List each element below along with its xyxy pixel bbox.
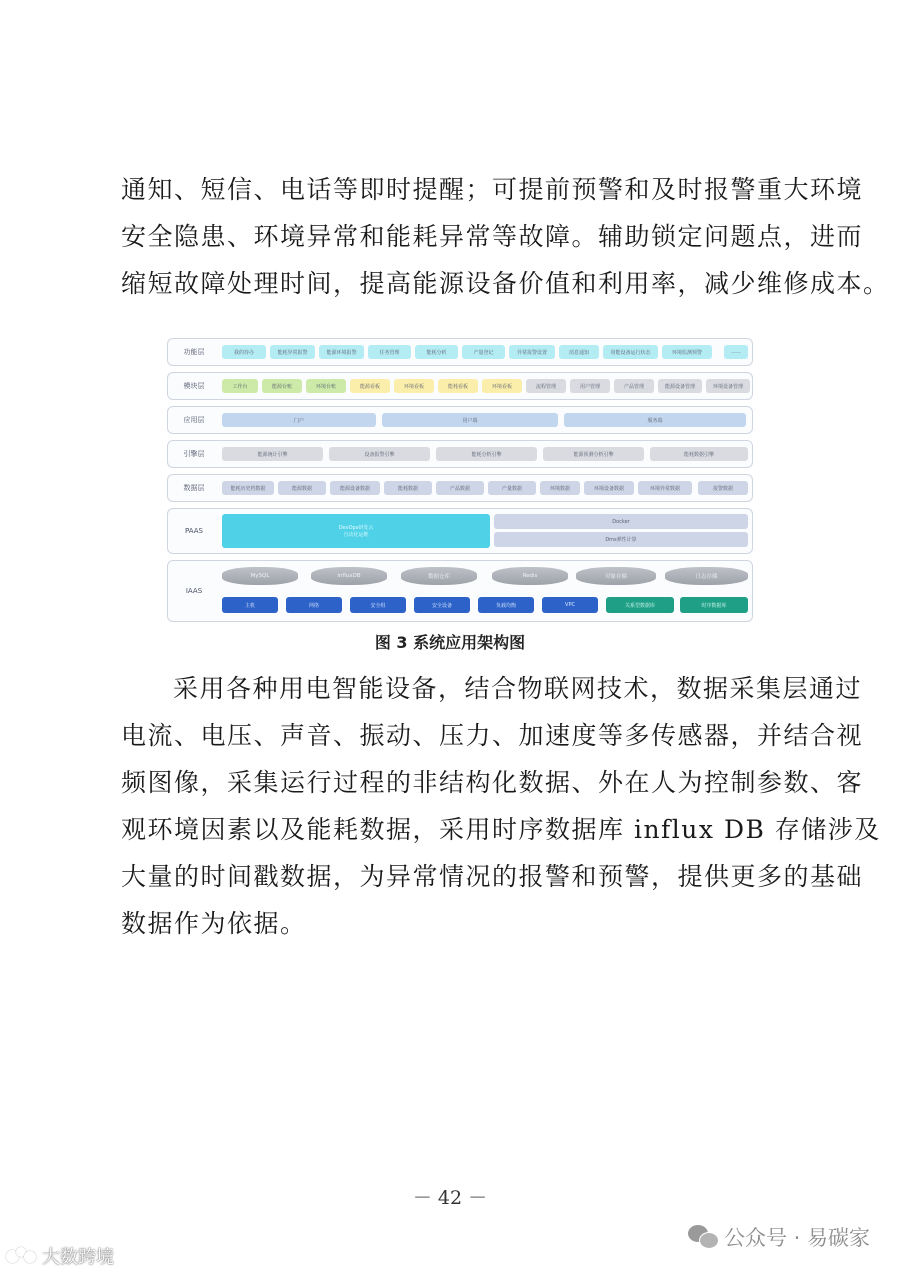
layer-label: 数据层 — [183, 484, 205, 492]
diagram-chip: 负载均衡 — [478, 597, 534, 613]
diagram-chip: Docker — [494, 514, 748, 529]
layer-label: 应用层 — [183, 416, 205, 424]
diagram-chip: 产量登记 — [462, 345, 505, 359]
diagram-chip: 设备报警引擎 — [329, 447, 430, 461]
diagram-chip: ...... — [724, 345, 748, 359]
diagram-chip: 环境监测预警 — [662, 345, 712, 359]
layer-paas — [167, 508, 753, 554]
layer-label: IAAS — [185, 587, 203, 595]
diagram-chip: 主机 — [222, 597, 278, 613]
diagram-chip: 能源台账 — [262, 379, 302, 393]
diagram-chip: 时序数据库 — [680, 597, 748, 613]
diagram-chip: 能耗分析 — [415, 345, 458, 359]
diagram-chip: 能源设备数据 — [330, 481, 380, 495]
diagram-chip: 能耗数据引擎 — [650, 447, 748, 461]
wechat-watermark — [688, 1222, 870, 1252]
diagram-chip: 环境台账 — [306, 379, 346, 393]
diagram-chip: 能耗分析引擎 — [436, 447, 537, 461]
diagram-chip: 环境看板 — [482, 379, 522, 393]
text-line: 采用各种用电智能设备，结合物联网技术，数据采集层通过 — [173, 674, 863, 703]
layer-iaas — [167, 560, 753, 622]
diagram-chip: 能耗数据 — [384, 481, 432, 495]
diagram-chip: 任务管理 — [368, 345, 411, 359]
diagram-chip: 环境看板 — [394, 379, 434, 393]
layer-label: 模块层 — [183, 382, 205, 390]
diagram-chip: 用户管理 — [570, 379, 610, 393]
diagram-chip: 环境异常数据 — [638, 481, 692, 495]
diagram-chip: 环境数据 — [540, 481, 580, 495]
layer-module — [167, 372, 753, 400]
text-line: 电流、电压、声音、振动、压力、加速度等多传感器，并结合视 — [121, 721, 864, 750]
diagram-chip: 能源设备管理 — [658, 379, 702, 393]
diagram-chip: 服务端 — [564, 413, 746, 427]
diagram-chip: 能源预测分析引擎 — [543, 447, 644, 461]
text-line: 数据作为依据。 — [121, 909, 307, 938]
database-cylinder: 数据仓库 — [401, 567, 477, 585]
layer-function — [167, 338, 753, 366]
diagram-chip: 能源统计引擎 — [222, 447, 323, 461]
database-cylinder: influxDB — [311, 567, 387, 585]
layer-label: 功能层 — [183, 348, 205, 356]
diagram-chip: 能耗历史档数据 — [222, 481, 274, 495]
devops-block — [222, 514, 490, 548]
diagram-chip-text: 自动化运维 — [343, 532, 369, 538]
diagram-chip: 能耗异常报警 — [270, 345, 315, 359]
layer-data — [167, 474, 753, 502]
text-line: 通知、短信、电话等即时提醒；可提前预警和及时报警重大环境 — [121, 175, 864, 204]
diagram-chip: 能源环境报警 — [319, 345, 364, 359]
diagram-chip: 门户 — [222, 413, 376, 427]
watermark-text: 大数跨境 — [42, 1247, 114, 1268]
paragraph-bottom — [121, 665, 881, 947]
diagram-chip: 产量数据 — [488, 481, 536, 495]
diagram-chip: 安全设备 — [414, 597, 470, 613]
diagram-chip: 产品管理 — [614, 379, 654, 393]
brand-watermark — [6, 1243, 114, 1269]
layer-engine — [167, 440, 753, 468]
diagram-chip: 流程管理 — [526, 379, 566, 393]
diagram-chip: 工作台 — [222, 379, 258, 393]
diagram-chip: 环境设备数据 — [584, 481, 634, 495]
text-line: 观环境因素以及能耗数据，采用时序数据库 influx DB 存储涉及 — [121, 815, 881, 844]
figure-caption: 图 3 系统应用架构图 — [374, 633, 526, 652]
diagram-chip: 网络 — [286, 597, 342, 613]
diagram-chip: 能源数据 — [278, 481, 326, 495]
diagram-chip: 能源看板 — [350, 379, 390, 393]
diagram-chip: 关系型数据库 — [606, 597, 674, 613]
diagram-chip: 安全组 — [350, 597, 406, 613]
database-cylinder: 对象存储 — [576, 567, 656, 585]
diagram-chip: 报警数据 — [698, 481, 748, 495]
diagram-chip: VPC — [542, 597, 598, 613]
diagram-chip: 环境设备管理 — [706, 379, 750, 393]
diagram-chip: 异常报警设置 — [509, 345, 555, 359]
layer-label: 引擎层 — [183, 450, 205, 458]
text-line: 安全隐患、环境异常和能耗异常等故障。辅助锁定问题点，进而 — [121, 222, 864, 251]
page-number: － 42 － — [412, 1187, 488, 1209]
paragraph-top — [121, 166, 890, 307]
text-line: 大量的时间戳数据，为异常情况的报警和预警，提供更多的基础 — [121, 862, 864, 891]
text-line: 频图像，采集运行过程的非结构化数据、外在人为控制参数、客 — [121, 768, 864, 797]
diagram-chip: 我的待办 — [222, 345, 266, 359]
layer-label: PAAS — [185, 527, 203, 535]
diagram-chip: 用能设备运行状态 — [603, 345, 658, 359]
diagram-chip-text: DevOps研发云 — [338, 525, 374, 531]
wechat-icon — [688, 1225, 718, 1249]
architecture-diagram — [167, 335, 755, 625]
text-line: 缩短故障处理时间，提高能源设备价值和利用率，减少维修成本。 — [121, 269, 890, 298]
database-cylinder: MySQL — [222, 567, 298, 585]
diagram-chip: Dms弹性计算 — [494, 532, 748, 547]
diagram-chip: 消息通知 — [559, 345, 599, 359]
database-cylinder: 日志存储 — [665, 567, 748, 585]
layer-application — [167, 406, 753, 434]
diagram-chip: 用户端 — [382, 413, 558, 427]
diagram-chip: 产品数据 — [436, 481, 484, 495]
logo-icon — [6, 1247, 36, 1265]
watermark-text: 公众号 · 易碳家 — [723, 1226, 870, 1250]
diagram-chip: 能耗看板 — [438, 379, 478, 393]
database-cylinder: Redis — [492, 567, 568, 585]
